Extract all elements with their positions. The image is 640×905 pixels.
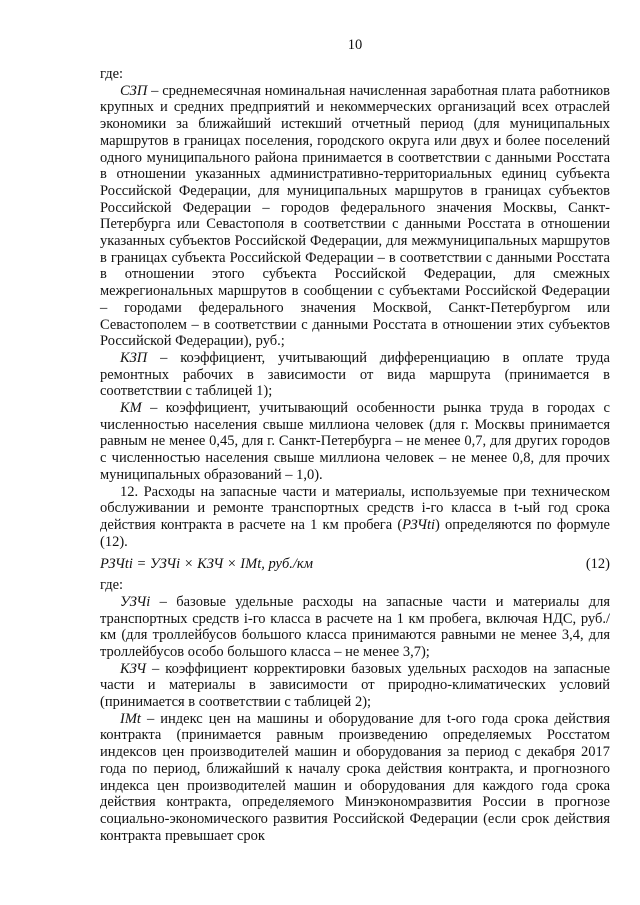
uzchi-symbol: УЗЧi [120,593,151,610]
formula-number: (12) [585,556,610,573]
uzchi-text: – базовые удельные расходы на запасные части и материалы для транспортных средств i-го класса в расчете на 1 км пробега, включая НДС, руб./км (для троллейбусов большого класса принимаются равными не менее 3,4, для троллейбусов особо большого класса – не менее 3,7); [100,593,610,660]
formula-12: РЗЧti = УЗЧi × КЗЧ × IМt, руб./км [100,556,313,573]
imt-symbol: IМt [120,710,141,727]
where-label-2: где: [100,577,124,594]
where-label: где: [100,66,124,82]
km-symbol: КМ [120,400,142,417]
page-number: 10 [347,37,363,53]
kzp-text: – коэффициент, учитывающий дифференциацию в оплате труда ремонтных рабочих в зависимости от вида маршрута (принимается в соответствии с таблицей 1); [100,349,610,400]
item-12-symbol: РЗЧti [402,516,436,533]
szp-symbol: СЗП [120,82,148,99]
item-12-end: ) определяются по формуле (12). [100,516,610,550]
document-body [100,66,610,844]
szp-text: – среднемесячная номинальная начисленная заработная плата работников крупных и средних предприятий и некоммерческих организаций всех отраслей экономики за ближайший истекший отчетный период (для муниципальных маршрутов в границах поселения, городского округа или двух и более поселений одного муниципального района принимается в соответствии с данными Росстата в отношении указанных административно-территориальных единиц субъекта Российской Федерации, для муниципальных маршрутов в границах субъектов Российской Федерации – городов федерального значения Москвы, Санкт-Петербурга или Севастополя в соответствии с данными Росстата в отношении указанных субъектов Российской Федерации, для межмуниципальных маршрутов в границах субъекта Российской Федерации – в соответствии с данными Росстата в отношении этого субъекта Российской Федерации, для смежных межрегиональных маршрутов в сообщении с субъектами Российской Федерации – городами федерального значения Москвой, Санкт-Петербургом или Севастополем – в соответствии с данными Росстата в отношении этих субъектов Российской Федерации), руб.; [100,82,610,350]
formula-row [100,556,610,573]
kzp-symbol: КЗП [120,349,148,366]
imt-definition [100,711,610,845]
imt-text: – индекс цен на машины и оборудование для t-ого года срока действия контракта (принимается равным произведению определяемых Росстатом индексов цен производителей машин и оборудования за период с декабря 2017 года по период, ближайший к началу срока действия контракта, и прогнозного индекса цен производителей машин и оборудования для каждого года срока действия контракта, определяемого Минэкономразвития России в прогнозе социально-экономического развития Российской Федерации (если срок действия контракта превышает срок [100,710,610,844]
kzch-definition [100,661,610,711]
kzch-text: – коэффициент корректировки базовых удельных расходов на запасные части и материалы в зависимости от природно-климатических условий (принимается в соответствии с таблицей 2); [100,660,610,711]
document-page [100,0,610,905]
item-12 [100,484,610,551]
item-12-text: 12. Расходы на запасные части и материалы, используемые при техническом обслуживании и ремонте транспортных средств i-го класса в t-ый год срока действия контракта в расчете на 1 км пробега ( [100,483,610,533]
uzchi-definition [100,594,610,661]
szp-definition [100,83,610,350]
kzp-definition [100,350,610,400]
km-definition [100,400,610,484]
kzch-symbol: КЗЧ [120,660,147,677]
km-text: – коэффициент, учитывающий особенности рынка труда в городах с численностью населения свыше миллиона человек (для г. Москвы принимается равным не менее 0,45, для г. Санкт-Петербурга – не менее 0,7, для других городов с численностью населения свыше миллиона человек – не менее 0,8, для прочих муниципальных образований – 1,0). [100,400,610,483]
